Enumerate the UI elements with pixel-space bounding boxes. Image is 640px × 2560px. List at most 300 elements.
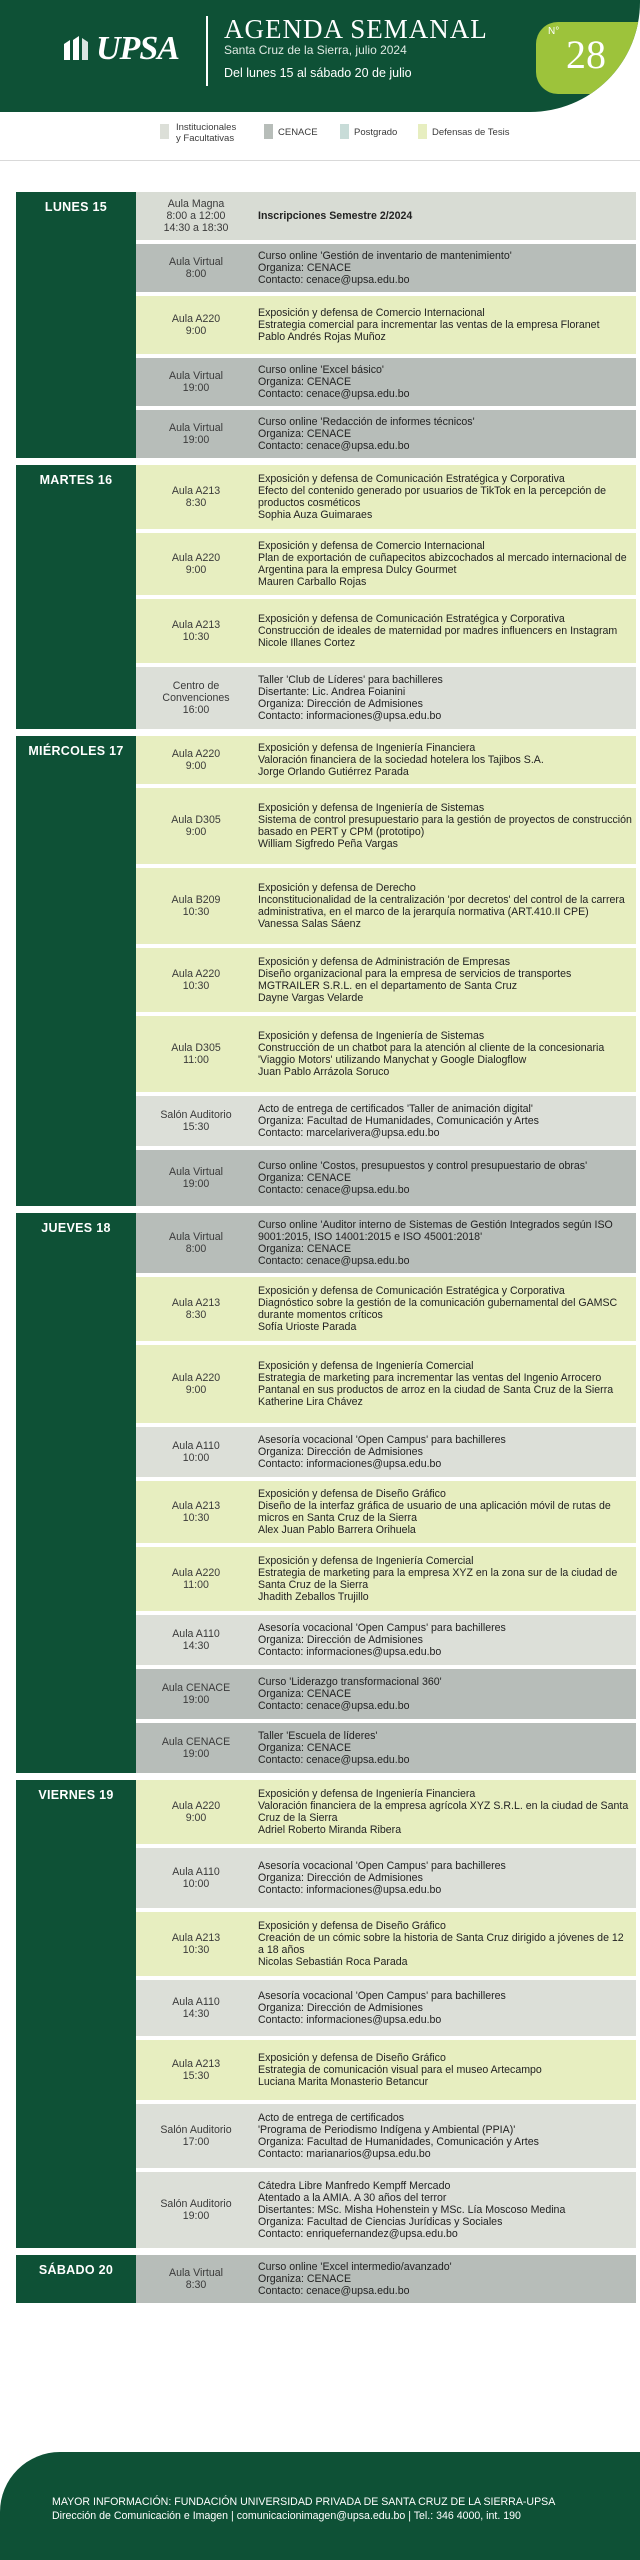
event-row bbox=[136, 2255, 636, 2303]
event-location-time bbox=[136, 1780, 256, 1844]
event-row bbox=[136, 1669, 636, 1719]
event-description-line: Organiza: Facultad de Humanidades, Comunicación y Artes bbox=[258, 1115, 539, 1127]
event-location-time bbox=[136, 1723, 256, 1773]
event-description-line: Vanessa Salas Sáenz bbox=[258, 918, 361, 930]
event-description-line: Construcción de un chatbot para la atención al cliente de la concesionaria 'Viaggio Motors' utilizando Manychat y Google Dialogflow bbox=[258, 1042, 605, 1066]
event-description-line: Creación de un cómic sobre la historia de Santa Cruz dirigido a jóvenes de 12 a 18 años bbox=[258, 1932, 624, 1956]
event-location-line: Aula A213 bbox=[171, 619, 221, 631]
event-description-line: Exposición y defensa de Comunicación Estratégica y Corporativa bbox=[258, 1285, 565, 1297]
day-events bbox=[136, 2255, 636, 2303]
event-location-line: Aula A220 bbox=[171, 748, 221, 760]
event-location-line: 9:00 bbox=[185, 1812, 207, 1824]
event-location-line: 14:30 bbox=[182, 1640, 210, 1652]
day-block bbox=[16, 736, 636, 1206]
event-row bbox=[136, 244, 636, 292]
event-location-line: Salón Auditorio bbox=[160, 2124, 232, 2136]
event-description-line: Nicolas Sebastián Roca Parada bbox=[258, 1956, 408, 1968]
event-row bbox=[136, 1016, 636, 1092]
event-location-time bbox=[136, 667, 256, 729]
event-row bbox=[136, 2104, 636, 2168]
event-description-line: Acto de entrega de certificados 'Taller de animación digital' bbox=[258, 1103, 533, 1115]
event-location-line: 11:00 bbox=[183, 1579, 209, 1591]
event-location-line: Aula D305 bbox=[171, 1042, 221, 1054]
event-description-line: Organiza: CENACE bbox=[258, 1688, 352, 1700]
day-block bbox=[16, 1213, 636, 1773]
event-location-time bbox=[136, 2040, 256, 2100]
event-row bbox=[136, 788, 636, 864]
event-location-line: 10:30 bbox=[182, 980, 210, 992]
event-description bbox=[256, 244, 636, 292]
event-row bbox=[136, 667, 636, 729]
event-description-line: Atentado a la AMIA. A 30 años del terror bbox=[258, 2192, 447, 2204]
event-location-line: 19:00 bbox=[182, 1178, 210, 1190]
event-description-line: Exposición y defensa de Ingeniería Comercial bbox=[258, 1360, 474, 1372]
event-description bbox=[256, 1481, 636, 1543]
event-row bbox=[136, 358, 636, 406]
event-description-line: Exposición y defensa de Comercio Internacional bbox=[258, 307, 485, 319]
event-description bbox=[256, 1912, 636, 1976]
event-description-line: Contacto: informaciones@upsa.edu.bo bbox=[258, 1458, 442, 1470]
event-row bbox=[136, 2040, 636, 2100]
event-location-time bbox=[136, 2104, 256, 2168]
event-location-time bbox=[136, 948, 256, 1012]
header-divider bbox=[206, 16, 208, 86]
event-row bbox=[136, 1277, 636, 1341]
day-label: MARTES 16 bbox=[16, 465, 136, 729]
date-range: Del lunes 15 al sábado 20 de julio bbox=[224, 66, 412, 80]
event-location-line: Aula A213 bbox=[171, 2058, 221, 2070]
day-label: SÁBADO 20 bbox=[16, 2255, 136, 2303]
event-location-time bbox=[136, 868, 256, 944]
event-description-line: Diagnóstico sobre la gestión de la comunicación gubernamental del GAMSC durante momentos críticos bbox=[258, 1297, 618, 1321]
event-description bbox=[256, 2104, 636, 2168]
day-block bbox=[16, 192, 636, 458]
day-block bbox=[16, 1780, 636, 2248]
event-description-line: Taller 'Escuela de líderes' bbox=[258, 1730, 378, 1742]
event-location-time bbox=[136, 192, 256, 240]
day-label: MIÉRCOLES 17 bbox=[16, 736, 136, 1206]
event-description-line: Organiza: Dirección de Admisiones bbox=[258, 698, 423, 710]
event-description-line: Exposición y defensa de Administración de Empresas bbox=[258, 956, 511, 968]
event-location-line: Aula A213 bbox=[171, 485, 221, 497]
event-description bbox=[256, 1669, 636, 1719]
event-location-line: Aula A110 bbox=[172, 1440, 220, 1452]
event-description-line: Alex Juan Pablo Barrera Orihuela bbox=[258, 1524, 416, 1536]
event-description-line: Asesoría vocacional 'Open Campus' para bachilleres bbox=[258, 1860, 506, 1872]
event-description-line: Adriel Roberto Miranda Ribera bbox=[258, 1824, 402, 1836]
event-description bbox=[256, 1150, 636, 1206]
day-label: LUNES 15 bbox=[16, 192, 136, 458]
event-description bbox=[256, 736, 636, 784]
event-location-time bbox=[136, 296, 256, 354]
event-description-line: Acto de entrega de certificados bbox=[258, 2112, 405, 2124]
event-location-line: Aula A110 bbox=[172, 1628, 220, 1640]
event-description-line: Disertante: Lic. Andrea Foianini bbox=[258, 686, 406, 698]
day-events bbox=[136, 192, 636, 458]
event-row bbox=[136, 296, 636, 354]
event-description-line: Organiza: Dirección de Admisiones bbox=[258, 1634, 423, 1646]
event-location-time bbox=[136, 1427, 256, 1477]
event-location-line: 8:30 bbox=[185, 497, 207, 509]
event-description-line: Curso online 'Auditor interno de Sistemas de Gestión Integrados según ISO 9001:2015, ISO 14001:2015 e ISO 45001:2018' bbox=[258, 1219, 613, 1243]
event-description-line: Dayne Vargas Velarde bbox=[258, 992, 364, 1004]
event-location-time bbox=[136, 788, 256, 864]
day-label: JUEVES 18 bbox=[16, 1213, 136, 1773]
event-row bbox=[136, 599, 636, 663]
legend-swatch-defensas bbox=[418, 124, 427, 139]
event-description-line: Diseño de la interfaz gráfica de usuario de una aplicación móvil de rutas de micros en Santa Cruz de la Sierra bbox=[258, 1500, 611, 1524]
event-description-line: Exposición y defensa de Diseño Gráfico bbox=[258, 1920, 446, 1932]
event-location-line: Aula D305 bbox=[171, 814, 221, 826]
event-description bbox=[256, 1345, 636, 1423]
event-location-line: Aula B209 bbox=[171, 894, 221, 906]
event-row bbox=[136, 533, 636, 595]
event-description-line: Curso 'Liderazgo transformacional 360' bbox=[258, 1676, 442, 1688]
event-location-line: Aula Virtual bbox=[169, 1231, 223, 1243]
event-description-line: Exposición y defensa de Ingeniería Comercial bbox=[258, 1555, 474, 1567]
event-description-line: Exposición y defensa de Ingeniería de Sistemas bbox=[258, 802, 485, 814]
event-description-line: Exposición y defensa de Ingeniería Financiera bbox=[258, 742, 476, 754]
event-description-line: Contacto: enriquefernandez@upsa.edu.bo bbox=[258, 2228, 458, 2240]
event-description-line: Exposición y defensa de Comunicación Estratégica y Corporativa bbox=[258, 613, 565, 625]
event-row bbox=[136, 1980, 636, 2036]
event-row bbox=[136, 1912, 636, 1976]
event-description-line: Curso online 'Costos, presupuestos y control presupuestario de obras' bbox=[258, 1160, 588, 1172]
event-location-line: 10:30 bbox=[182, 906, 210, 918]
event-location-line: Aula Virtual bbox=[169, 1166, 223, 1178]
event-location-line: Aula CENACE bbox=[161, 1682, 231, 1694]
event-description-line: Contacto: cenace@upsa.edu.bo bbox=[258, 440, 410, 452]
event-location-time bbox=[136, 1096, 256, 1146]
event-location-time bbox=[136, 1615, 256, 1665]
event-location-line: 19:00 bbox=[182, 2210, 210, 2222]
event-location-line: Aula A110 bbox=[172, 1996, 220, 2008]
event-description-line: Katherine Lira Chávez bbox=[258, 1396, 363, 1408]
event-description-line: Contacto: marcelarivera@upsa.edu.bo bbox=[258, 1127, 440, 1139]
event-description-line: Nicole Illanes Cortez bbox=[258, 637, 356, 649]
event-location-line: 8:00 bbox=[185, 1243, 207, 1255]
event-row bbox=[136, 1848, 636, 1908]
event-description-line: William Sigfredo Peña Vargas bbox=[258, 838, 398, 850]
event-description bbox=[256, 1016, 636, 1092]
event-description-line: Exposición y defensa de Diseño Gráfico bbox=[258, 1488, 446, 1500]
legend-swatch-cenace bbox=[264, 124, 273, 139]
event-description-line: Valoración financiera de la empresa agrícola XYZ S.R.L. en la ciudad de Santa Cruz de la Sierra bbox=[258, 1800, 629, 1824]
event-location-line: Aula A220 bbox=[171, 1372, 221, 1384]
event-description-line: Organiza: Facultad de Ciencias Jurídicas y Sociales bbox=[258, 2216, 503, 2228]
event-location-line: 8:30 bbox=[185, 1309, 207, 1321]
upsa-logo-text: UPSA bbox=[96, 30, 179, 67]
event-description bbox=[256, 2172, 636, 2248]
event-location-line: 8:00 bbox=[185, 268, 207, 280]
event-description-line: Juan Pablo Arrázola Soruco bbox=[258, 1066, 390, 1078]
event-location-line: Aula A220 bbox=[171, 1800, 221, 1812]
legend-divider bbox=[0, 160, 640, 161]
event-description-line: Contacto: cenace@upsa.edu.bo bbox=[258, 1754, 410, 1766]
event-description-line: Sophia Auza Guimaraes bbox=[258, 509, 373, 521]
event-location-line: Aula A220 bbox=[171, 1567, 221, 1579]
legend-item-postgrado: Postgrado bbox=[354, 127, 398, 138]
event-description-line: Organiza: Facultad de Humanidades, Comunicación y Artes bbox=[258, 2136, 539, 2148]
event-description-line: Contacto: cenace@upsa.edu.bo bbox=[258, 1700, 410, 1712]
event-description-line: Contacto: marianarios@upsa.edu.bo bbox=[258, 2148, 431, 2160]
event-description-line: Jhadith Zeballos Trujillo bbox=[258, 1591, 369, 1603]
event-location-time bbox=[136, 2255, 256, 2303]
event-description bbox=[256, 1780, 636, 1844]
legend-item-institucionales: Institucionales y Facultativas bbox=[176, 122, 237, 144]
event-description bbox=[256, 1848, 636, 1908]
event-location-line: 9:00 bbox=[185, 760, 207, 772]
event-location-line: Aula Virtual bbox=[169, 422, 223, 434]
event-description bbox=[256, 533, 636, 595]
event-location-time bbox=[136, 1481, 256, 1543]
event-location-line: 19:00 bbox=[182, 1694, 210, 1706]
event-row bbox=[136, 948, 636, 1012]
event-description-line: Organiza: CENACE bbox=[258, 2273, 352, 2285]
event-description-line: Contacto: cenace@upsa.edu.bo bbox=[258, 388, 410, 400]
event-location-line: 19:00 bbox=[182, 1748, 210, 1760]
event-description bbox=[256, 1547, 636, 1611]
event-description-line: Sistema de control presupuestario para la gestión de proyectos de construcción basado en PERT y CPM (prototipo) bbox=[258, 814, 632, 838]
event-location-line: 16:00 bbox=[182, 704, 210, 716]
event-row bbox=[136, 1723, 636, 1773]
event-row bbox=[136, 1427, 636, 1477]
event-location-line: 9:00 bbox=[185, 325, 207, 337]
event-description-line: Organiza: Dirección de Admisiones bbox=[258, 1446, 423, 1458]
event-description-line: Estrategia comercial para incrementar las ventas de la empresa Floranet bbox=[258, 319, 600, 331]
event-location-line: 15:30 bbox=[182, 1121, 210, 1133]
event-description bbox=[256, 1615, 636, 1665]
event-description-line: Luciana Marita Monasterio Betancur bbox=[258, 2076, 429, 2088]
event-description-line: Asesoría vocacional 'Open Campus' para bachilleres bbox=[258, 1434, 506, 1446]
event-location-time bbox=[136, 1912, 256, 1976]
upsa-logo-icon bbox=[62, 34, 92, 62]
schedule-table bbox=[16, 192, 636, 2310]
event-description-line: Jorge Orlando Gutiérrez Parada bbox=[258, 766, 409, 778]
event-row bbox=[136, 1481, 636, 1543]
event-location-line: 10:30 bbox=[182, 1512, 210, 1524]
event-description-line: Contacto: informaciones@upsa.edu.bo bbox=[258, 1646, 442, 1658]
event-location-time bbox=[136, 1213, 256, 1273]
event-description bbox=[256, 410, 636, 458]
event-location-line: 10:00 bbox=[182, 1452, 210, 1464]
event-description bbox=[256, 296, 636, 354]
event-description bbox=[256, 1213, 636, 1273]
event-row bbox=[136, 868, 636, 944]
event-description-line: Inconstitucionalidad de la centralización 'por decretos' del control de la carrera administrativa, en el marco de la jerarquía normativa (ART.410.II CPE) bbox=[258, 894, 625, 918]
event-description-line: Contacto: informaciones@upsa.edu.bo bbox=[258, 1884, 442, 1896]
event-description-line: Organiza: CENACE bbox=[258, 262, 352, 274]
event-location-line: 19:00 bbox=[182, 434, 210, 446]
event-description bbox=[256, 465, 636, 529]
event-location-line: Aula A220 bbox=[171, 552, 221, 564]
page-subtitle: Santa Cruz de la Sierra, julio 2024 bbox=[224, 43, 407, 57]
event-location-time bbox=[136, 410, 256, 458]
event-location-line: 10:30 bbox=[182, 1944, 210, 1956]
event-description-line: Curso online 'Gestión de inventario de mantenimiento' bbox=[258, 250, 512, 262]
event-location-time bbox=[136, 1547, 256, 1611]
event-description-line: Estrategia de marketing para la empresa XYZ en la zona sur de la ciudad de Santa Cruz de la Sierra bbox=[258, 1567, 618, 1591]
event-location-line: Aula A213 bbox=[171, 1297, 221, 1309]
issue-label: N° bbox=[548, 26, 560, 37]
event-location-line: 8:30 bbox=[185, 2279, 207, 2291]
event-row bbox=[136, 736, 636, 784]
event-location-line: 8:00 a 12:00 bbox=[166, 210, 226, 222]
day-block bbox=[16, 2255, 636, 2303]
event-description-line: Contacto: cenace@upsa.edu.bo bbox=[258, 1255, 410, 1267]
event-row bbox=[136, 1780, 636, 1844]
event-location-time bbox=[136, 533, 256, 595]
event-location-line: Aula A220 bbox=[171, 968, 221, 980]
event-row bbox=[136, 1345, 636, 1423]
event-description-line: Inscripciones Semestre 2/2024 bbox=[258, 210, 413, 222]
event-description bbox=[256, 1723, 636, 1773]
event-location-line: Salón Auditorio bbox=[160, 1109, 232, 1121]
legend-swatch-institucionales bbox=[160, 124, 169, 139]
day-events bbox=[136, 1780, 636, 2248]
event-location-line: 9:00 bbox=[185, 826, 207, 838]
event-location-time bbox=[136, 358, 256, 406]
event-description-line: Curso online 'Excel básico' bbox=[258, 364, 384, 376]
event-description-line: Organiza: CENACE bbox=[258, 1742, 352, 1754]
event-location-time bbox=[136, 599, 256, 663]
event-description-line: Organiza: Dirección de Admisiones bbox=[258, 1872, 423, 1884]
event-location-time bbox=[136, 1848, 256, 1908]
event-description-line: Contacto: informaciones@upsa.edu.bo bbox=[258, 710, 442, 722]
event-description bbox=[256, 1980, 636, 2036]
day-events bbox=[136, 465, 636, 729]
event-description-line: 'Programa de Periodismo Indígena y Ambiental (PPIA)' bbox=[258, 2124, 516, 2136]
event-location-line: Aula CENACE bbox=[161, 1736, 231, 1748]
event-description bbox=[256, 667, 636, 729]
event-location-line: 17:00 bbox=[182, 2136, 210, 2148]
event-description bbox=[256, 1277, 636, 1341]
issue-badge bbox=[536, 22, 640, 94]
event-location-line: Aula Magna bbox=[167, 198, 225, 210]
event-description-line: Mauren Carballo Rojas bbox=[258, 576, 367, 588]
header-banner bbox=[0, 0, 640, 112]
event-description-line: Asesoría vocacional 'Open Campus' para bachilleres bbox=[258, 1622, 506, 1634]
event-description-line: Contacto: cenace@upsa.edu.bo bbox=[258, 1184, 410, 1196]
event-description-line: Contacto: informaciones@upsa.edu.bo bbox=[258, 2014, 442, 2026]
event-description-line: Organiza: CENACE bbox=[258, 376, 352, 388]
event-location-line: 14:30 a 18:30 bbox=[163, 222, 229, 234]
event-location-line: 9:00 bbox=[185, 564, 207, 576]
page-title: AGENDA SEMANAL bbox=[224, 14, 488, 44]
event-row bbox=[136, 1547, 636, 1611]
event-description-line: Pablo Andrés Rojas Muñoz bbox=[258, 331, 386, 343]
event-location-line: 14:30 bbox=[182, 2008, 210, 2020]
event-location-time bbox=[136, 736, 256, 784]
event-location-line: 10:00 bbox=[182, 1878, 210, 1890]
event-location-line: Aula Virtual bbox=[169, 2267, 223, 2279]
event-description bbox=[256, 192, 636, 240]
event-description-line: Curso online 'Redacción de informes técnicos' bbox=[258, 416, 475, 428]
event-description-line: Organiza: CENACE bbox=[258, 1172, 352, 1184]
event-description-line: Exposición y defensa de Derecho bbox=[258, 882, 416, 894]
event-location-time bbox=[136, 1277, 256, 1341]
day-block bbox=[16, 465, 636, 729]
event-description-line: Contacto: cenace@upsa.edu.bo bbox=[258, 274, 410, 286]
event-location-line: Aula A220 bbox=[171, 313, 221, 325]
event-location-time bbox=[136, 1150, 256, 1206]
event-row bbox=[136, 1096, 636, 1146]
event-description bbox=[256, 2040, 636, 2100]
legend-item-cenace: CENACE bbox=[278, 127, 318, 138]
event-description-line: Exposición y defensa de Comercio Internacional bbox=[258, 540, 485, 552]
event-description bbox=[256, 599, 636, 663]
event-location-line: 19:00 bbox=[182, 382, 210, 394]
event-description-line: Disertantes: MSc. Misha Hohenstein y MSc. Lía Moscoso Medina bbox=[258, 2204, 566, 2216]
event-description-line: Estrategia de marketing para incrementar las ventas del Ingenio Arrocero Pantanal en sus productos de arroz en la ciudad de Santa Cruz de la Sierra bbox=[258, 1372, 614, 1396]
legend bbox=[0, 122, 640, 152]
event-row bbox=[136, 1615, 636, 1665]
event-description-line: Contacto: cenace@upsa.edu.bo bbox=[258, 2285, 410, 2297]
event-description-line: Diseño organizacional para la empresa de servicios de transportes MGTRAILER S.R.L. en el departamento de Santa Cruz bbox=[258, 968, 572, 992]
event-row bbox=[136, 192, 636, 240]
event-location-time bbox=[136, 244, 256, 292]
event-location-line: Aula A213 bbox=[171, 1932, 221, 1944]
event-row bbox=[136, 410, 636, 458]
event-location-line: Aula Virtual bbox=[169, 370, 223, 382]
event-description-line: Organiza: CENACE bbox=[258, 428, 352, 440]
footer-info-line: MAYOR INFORMACIÓN: FUNDACIÓN UNIVERSIDAD PRIVADA DE SANTA CRUZ DE LA SIERRA-UPSA bbox=[52, 2496, 556, 2508]
event-description-line: Organiza: CENACE bbox=[258, 1243, 352, 1255]
event-description-line: Curso online 'Excel intermedio/avanzado' bbox=[258, 2261, 452, 2273]
event-location-time bbox=[136, 1669, 256, 1719]
event-location-line: 9:00 bbox=[185, 1384, 207, 1396]
event-location-time bbox=[136, 1016, 256, 1092]
event-location-line: Aula A213 bbox=[171, 1500, 221, 1512]
event-description bbox=[256, 358, 636, 406]
event-description bbox=[256, 868, 636, 944]
event-description-line: Exposición y defensa de Ingeniería de Sistemas bbox=[258, 1030, 485, 1042]
event-description-line: Organiza: Dirección de Admisiones bbox=[258, 2002, 423, 2014]
day-events bbox=[136, 736, 636, 1206]
issue-number: 28 bbox=[566, 32, 606, 77]
event-location-time bbox=[136, 1980, 256, 2036]
event-description bbox=[256, 788, 636, 864]
event-description-line: Exposición y defensa de Ingeniería Financiera bbox=[258, 1788, 476, 1800]
day-events bbox=[136, 1213, 636, 1773]
event-description-line: Taller 'Club de Líderes' para bachilleres bbox=[258, 674, 443, 686]
event-location-time bbox=[136, 1345, 256, 1423]
event-description-line: Exposición y defensa de Comunicación Estratégica y Corporativa bbox=[258, 473, 565, 485]
event-location-line: 15:30 bbox=[182, 2070, 210, 2082]
footer-contact-line: Dirección de Comunicación e Imagen | comunicacionimagen@upsa.edu.bo | Tel.: 346 4000, int. 190 bbox=[52, 2510, 521, 2522]
event-location-line: Centro de bbox=[172, 680, 220, 692]
day-label: VIERNES 19 bbox=[16, 1780, 136, 2248]
event-description-line: Valoración financiera de la sociedad hotelera los Tajibos S.A. bbox=[258, 754, 544, 766]
event-row bbox=[136, 2172, 636, 2248]
event-description-line: Sofía Urioste Parada bbox=[258, 1321, 357, 1333]
event-description-line: Cátedra Libre Manfredo Kempff Mercado bbox=[258, 2180, 451, 2192]
event-description-line: Exposición y defensa de Diseño Gráfico bbox=[258, 2052, 446, 2064]
event-description bbox=[256, 1096, 636, 1146]
event-location-line: 10:30 bbox=[182, 631, 210, 643]
event-description bbox=[256, 948, 636, 1012]
event-location-time bbox=[136, 2172, 256, 2248]
event-description bbox=[256, 2255, 636, 2303]
event-row bbox=[136, 465, 636, 529]
event-description-line: Efecto del contenido generado por usuarios de TikTok en la percepción de productos cosméticos bbox=[258, 485, 607, 509]
event-description-line: Asesoría vocacional 'Open Campus' para bachilleres bbox=[258, 1990, 506, 2002]
event-row bbox=[136, 1213, 636, 1273]
event-description bbox=[256, 1427, 636, 1477]
event-row bbox=[136, 1150, 636, 1206]
event-location-line: Convenciones bbox=[162, 692, 230, 704]
event-description-line: Estrategia de comunicación visual para el museo Artecampo bbox=[258, 2064, 542, 2076]
